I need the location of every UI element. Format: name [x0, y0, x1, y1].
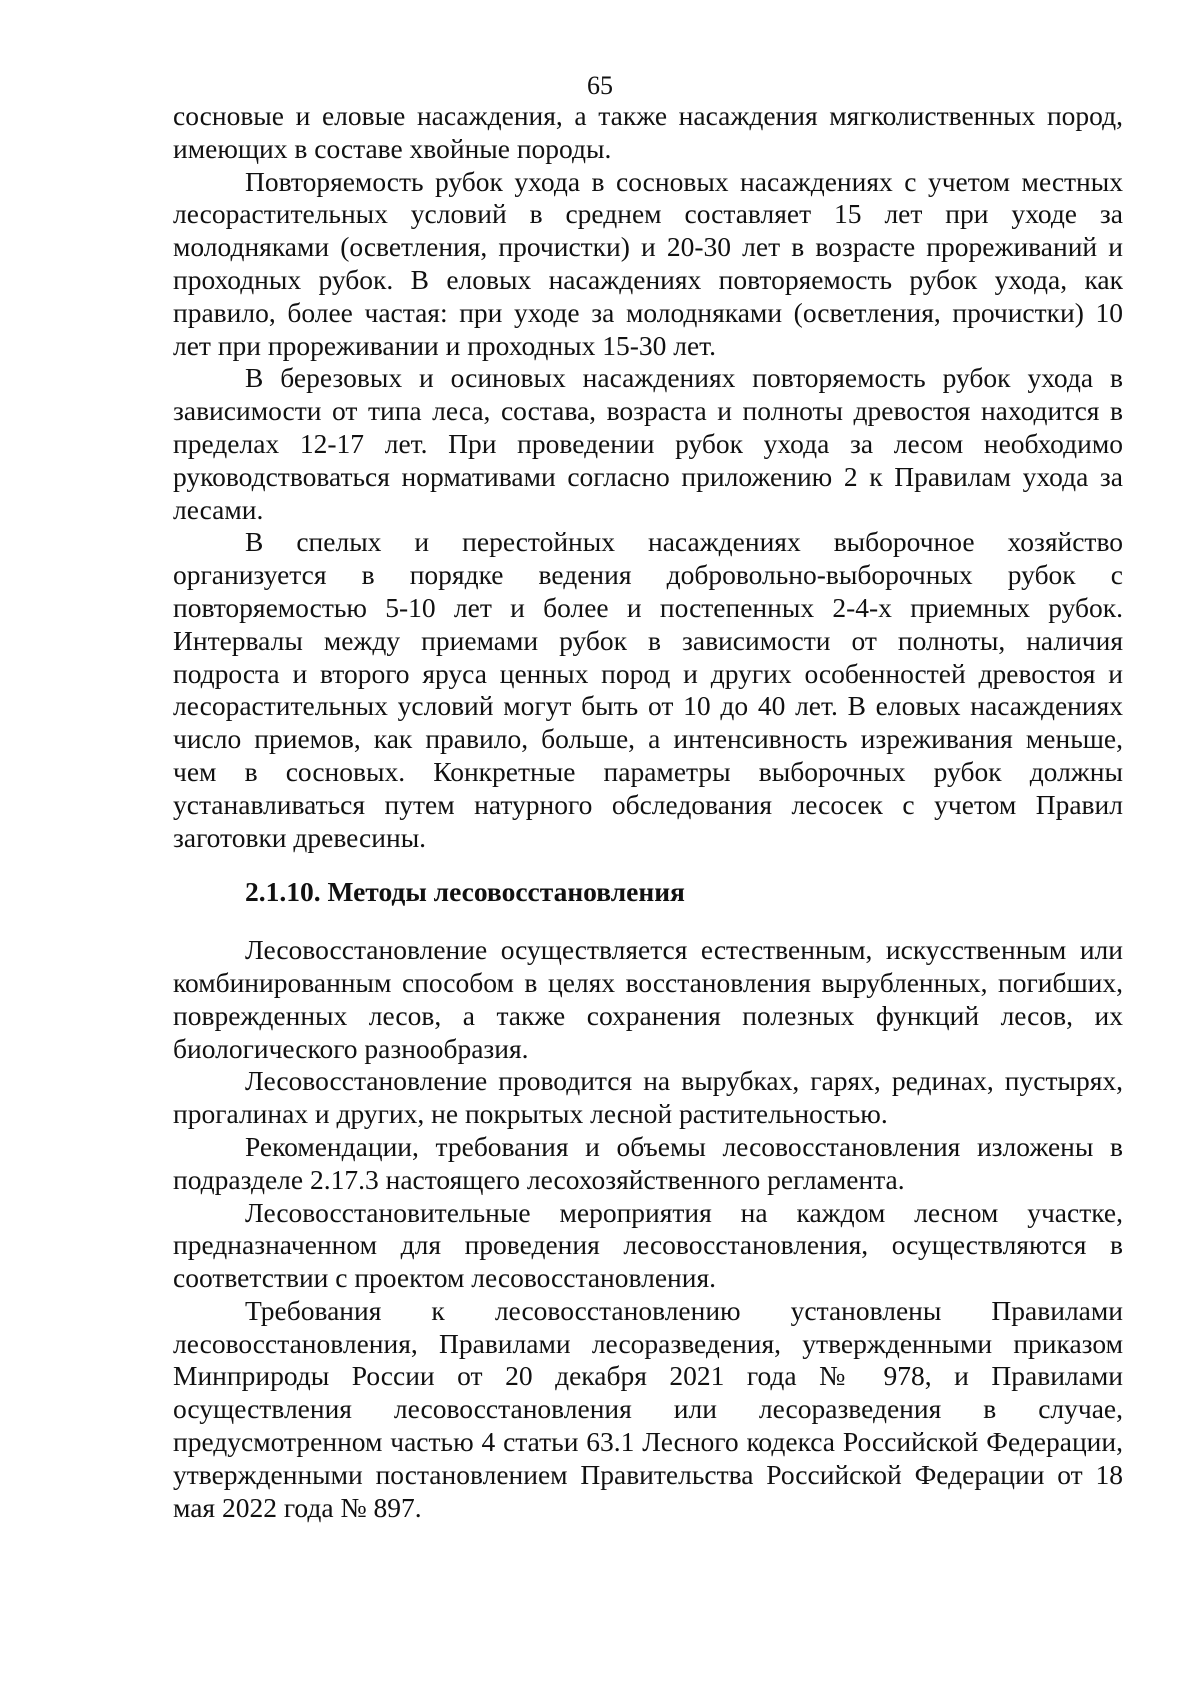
paragraph: Лесовосстановление осуществляется естественным, искусственным или комбинированным способом в целях восстановления вырубленных, погибших, поврежденных лесов, а также сохранения полезных функций лесов, их биологического разнообразия.	[173, 934, 1123, 1064]
document-body	[173, 100, 1123, 1524]
section-heading: 2.1.10. Методы лесовосстановления	[245, 876, 685, 908]
page-number: 65	[587, 71, 613, 100]
paragraph: В спелых и перестойных насаждениях выборочное хозяйство организуется в порядке ведения добровольно-выборочных рубок с повторяемостью 5-10 лет и более и постепенных 2-4-х приемных рубок. Интервалы между приемами рубок в зависимости от полноты, наличия подроста и второго яруса ценных пород и других особенностей древостоя и лесорастительных условий могут быть от 10 до 40 лет. В еловых насаждениях число приемов, как правило, больше, а интенсивность изреживания меньше, чем в сосновых. Конкретные параметры выборочных рубок должны устанавливаться путем натурного обследования лесосек с учетом Правил заготовки древесины.	[173, 526, 1123, 853]
paragraph: Повторяемость рубок ухода в сосновых насаждениях с учетом местных лесорастительных условий в среднем составляет 15 лет при уходе за молодняками (осветления, прочистки) и 20-30 лет в возрасте прореживаний и проходных рубок. В еловых насаждениях повторяемость рубок ухода, как правило, более частая: при уходе за молодняками (осветления, прочистки) 10 лет при прореживании и проходных 15-30 лет.	[173, 165, 1123, 361]
paragraph: Рекомендации, требования и объемы лесовосстановления изложены в подразделе 2.17.3 настоящего лесохозяйственного регламента.	[173, 1130, 1123, 1195]
paragraph: сосновые и еловые насаждения, а также насаждения мягколиственных пород, имеющих в составе хвойные породы.	[173, 100, 1123, 164]
paragraph: Лесовосстановление проводится на вырубках, гарях, рединах, пустырях, прогалинах и других, не покрытых лесной растительностью.	[173, 1065, 1123, 1130]
paragraph: В березовых и осиновых насаждениях повторяемость рубок ухода в зависимости от типа леса, состава, возраста и полноты древостоя находится в пределах 12-17 лет. При проведении рубок ухода за лесом необходимо руководствоваться нормативами согласно приложению 2 к Правилам ухода за лесами.	[173, 362, 1123, 525]
paragraph: Лесовосстановительные мероприятия на каждом лесном участке, предназначенном для проведения лесовосстановления, осуществляются в соответствии с проектом лесовосстановления.	[173, 1196, 1123, 1294]
paragraph: Требования к лесовосстановлению установлены Правилами лесовосстановления, Правилами лесоразведения, утвержденными приказом Минприроды России от 20 декабря 2021 года № 978, и Правилами осуществления лесовосстановления или лесоразведения в случае, предусмотренном частью 4 статьи 63.1 Лесного кодекса Российской Федерации, утвержденными постановлением Правительства Российской Федерации от 18 мая 2022 года № 897.	[173, 1294, 1123, 1523]
